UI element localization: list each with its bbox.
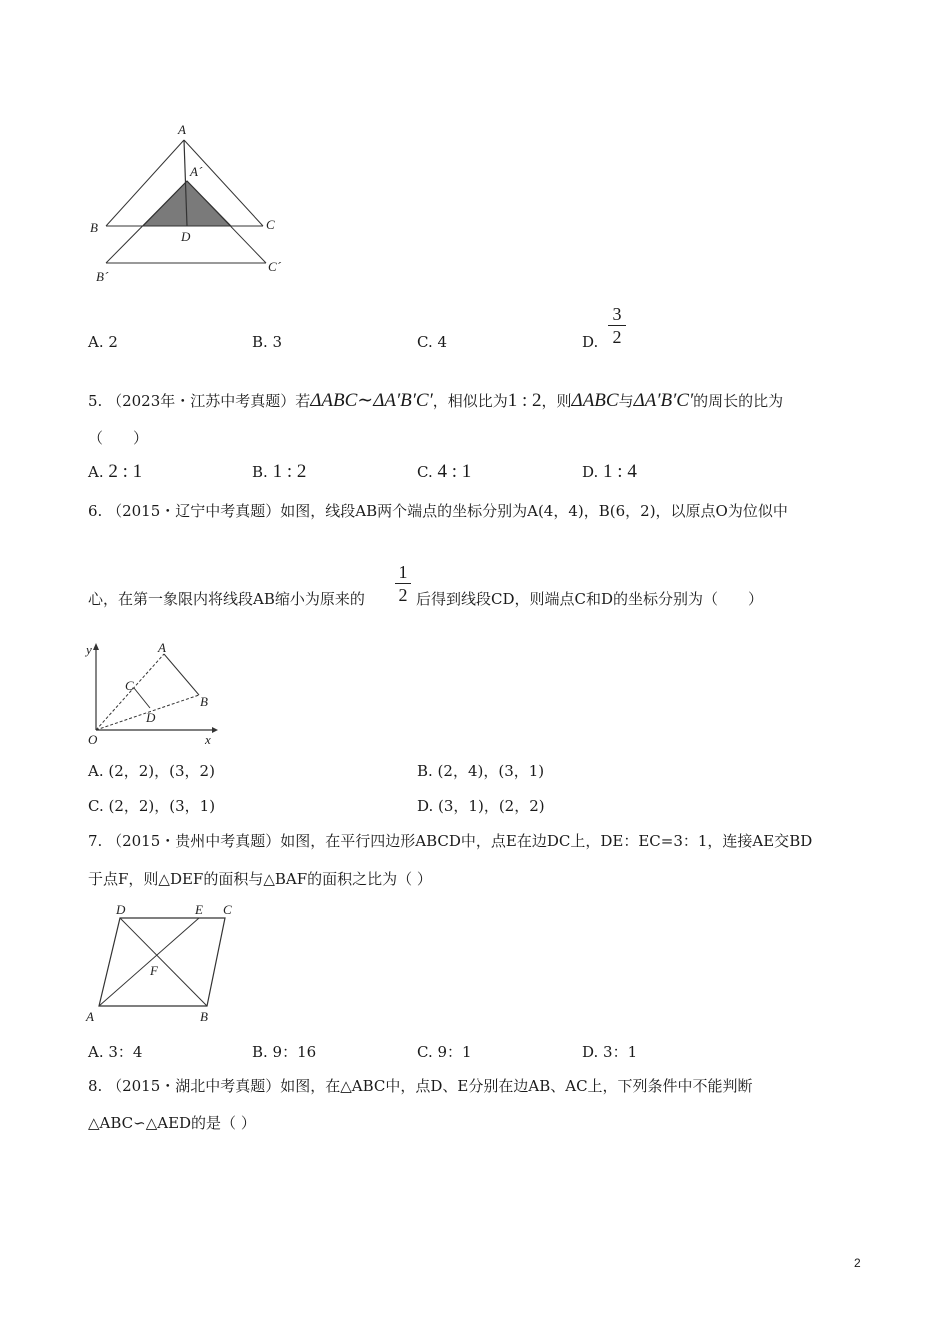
q4-option-a[interactable]: A. 2: [88, 333, 118, 351]
q6-option-b[interactable]: B. (2，4)，(3，1): [417, 762, 545, 780]
fig3-label-E: E: [195, 902, 203, 917]
fig2-label-B: B: [200, 694, 208, 709]
q7-line2: 于点F，则△DEF的面积与△BAF的面积之比为（ ）: [88, 870, 432, 888]
fraction-denominator: 2: [398, 585, 408, 605]
q6-line2-after: 后得到线段CD，则端点C和D的坐标分别为（ ）: [416, 590, 764, 608]
q6-option-a[interactable]: A. (2，2)，(3，2): [88, 762, 215, 780]
fig1-label-D: D: [181, 229, 191, 244]
q4-option-b[interactable]: B. 3: [252, 333, 283, 351]
fig2-label-x: x: [205, 732, 211, 747]
fig1-label-C: C: [266, 217, 275, 232]
q5-prefix: 5. （2023年・江苏中考真题）若: [88, 392, 311, 410]
fig2-label-O: O: [88, 732, 98, 747]
q5-option-b[interactable]: [252, 461, 306, 483]
fig1-label-B: B: [90, 220, 98, 235]
q6-line2-before: 心，在第一象限内将线段AB缩小为原来的: [88, 590, 365, 608]
q7-option-d[interactable]: D. 3：1: [582, 1043, 638, 1061]
page-number: 2: [854, 1256, 861, 1270]
q5-option-letter: C.: [417, 463, 433, 481]
q5-answer-paren: （ ）: [88, 429, 149, 447]
q5-similarity-expression: ΔABC∼ΔA′B′C′: [310, 390, 433, 411]
fraction-numerator: 1: [398, 562, 408, 582]
fig3-label-A: A: [86, 1009, 94, 1024]
fig2-label-y: y: [86, 642, 92, 657]
q5-triangle-2: ΔA′B′C′: [633, 390, 694, 411]
q7-option-a[interactable]: A. 3：4: [88, 1043, 143, 1061]
q6-fraction: [395, 562, 411, 605]
q4-option-d-fraction: [608, 304, 626, 347]
q7-line1: 7. （2015・贵州中考真题）如图，在平行四边形ABCD中，点E在边DC上，DE：EC=3：1，连接AE交BD: [88, 832, 813, 850]
q5-suffix: 的周长的比为: [693, 392, 784, 410]
fig1-label-A-prime: A´: [190, 164, 203, 179]
q6-option-c[interactable]: C. (2，2)，(3，1): [88, 797, 216, 815]
q5-option-a[interactable]: [88, 461, 142, 483]
q5-option-letter: A.: [88, 463, 104, 481]
fig2-label-A: A: [158, 640, 166, 655]
q7-option-b[interactable]: B. 9：16: [252, 1043, 317, 1061]
q5-mid2: ，则: [541, 392, 572, 410]
fraction-bar: [608, 325, 626, 326]
q8-line1: 8. （2015・湖北中考真题）如图，在△ABC中，点D、E分别在边AB、AC上，下列条件中不能判断: [88, 1077, 753, 1095]
q5-option-value: 4 : 1: [437, 461, 472, 482]
q6-option-d[interactable]: D. (3，1)，(2，2): [417, 797, 545, 815]
fraction-bar: [395, 583, 411, 584]
q5-option-letter: B.: [252, 463, 268, 481]
fig3-label-C: C: [223, 902, 232, 917]
q5-question: [88, 389, 783, 412]
fig3-label-F: F: [150, 963, 158, 978]
q7-option-c[interactable]: C. 9：1: [417, 1043, 472, 1061]
q5-option-c[interactable]: [417, 461, 471, 483]
figure-triangles: [80, 118, 300, 288]
q5-mid: ，相似比为: [432, 392, 508, 410]
fig3-label-B: B: [200, 1009, 208, 1024]
figure-coordinate: [84, 640, 224, 748]
fig1-label-A: A: [178, 122, 186, 137]
fig1-label-B-prime: B´: [96, 269, 109, 284]
q8-line2: △ABC∽△AED的是（ ）: [88, 1114, 256, 1132]
q4-option-d[interactable]: D.: [582, 333, 599, 351]
q4-option-c[interactable]: C. 4: [417, 333, 448, 351]
fig3-label-D: D: [116, 902, 126, 917]
fraction-numerator: 3: [612, 304, 622, 324]
q5-with: 与: [618, 392, 634, 410]
q5-triangle-1: ΔABC: [571, 390, 619, 411]
fraction-denominator: 2: [612, 327, 622, 347]
fig2-label-C: C: [125, 678, 134, 693]
q5-option-value: 2 : 1: [108, 461, 143, 482]
q5-option-value: 1 : 2: [272, 461, 307, 482]
figure-parallelogram: [82, 900, 252, 1028]
q5-option-value: 1 : 4: [603, 461, 637, 482]
q6-line1: 6. （2015・辽宁中考真题）如图，线段AB两个端点的坐标分别为A(4，4)，B(6，2)，以原点O为位似中: [88, 502, 788, 520]
fig1-label-C-prime: C´: [268, 259, 281, 274]
q5-option-d[interactable]: [582, 461, 637, 483]
fig2-label-D: D: [146, 710, 156, 725]
q5-ratio: 1 : 2: [507, 390, 542, 411]
q5-option-letter: D.: [582, 463, 599, 481]
